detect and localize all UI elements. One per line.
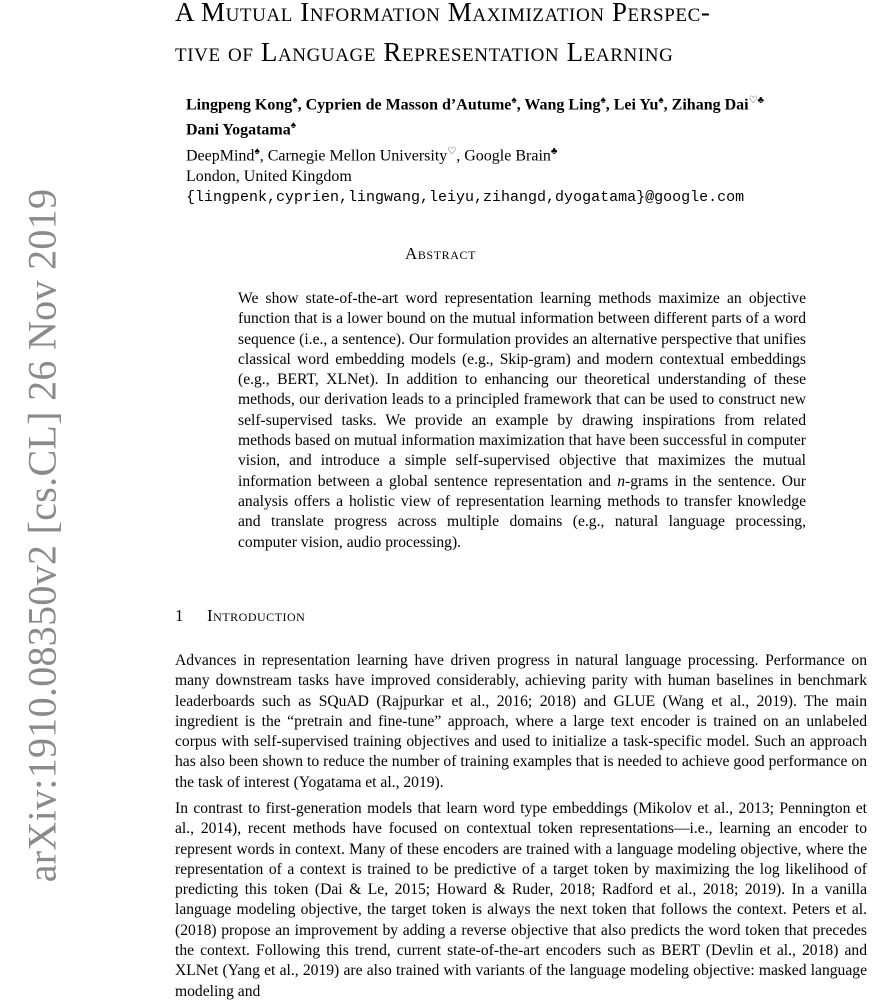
author-block [186, 90, 866, 208]
author-separator: , [605, 96, 614, 114]
author-name: Wang Ling [524, 96, 601, 114]
affiliation: Google Brain [464, 146, 551, 164]
author-names-line-2 [186, 115, 866, 140]
author-name: Lei Yu [613, 96, 659, 114]
affiliation-mark: ♡ [447, 145, 457, 157]
affiliations [186, 141, 866, 166]
author-name: Cyprien de Masson d’Autume [305, 96, 512, 114]
affiliation-separator: , [456, 146, 465, 164]
author-name: Lingpeng Kong [186, 96, 293, 114]
paper-title [175, 0, 865, 72]
affiliation: Carnegie Mellon University [267, 146, 448, 164]
title-line-1: A Mutual Information Maximization Perspec- [175, 0, 711, 27]
author-separator: , [516, 96, 525, 114]
section-heading-introduction [175, 606, 305, 626]
affiliation-mark: ♠ [254, 145, 260, 157]
abstract-text-part-2: -grams in the sentence. Our analysis offers a holistic view of representation learning methods to transfer knowledge and translate progress across multiple domains (e.g., natural language processing, computer vision, audio processing). [238, 472, 807, 551]
abstract-text-part-1: We show state-of-the-art word representation learning methods maximize an objective function that is a lower bound on the mutual information between different parts of a word sequence (i.e., a sentence). Our formulation provides an alternative perspective that unifies classical word embedding models (e.g., Skip-gram) and modern contextual embeddings (e.g., BERT, XLNet). In addition to enhancing our theoretical understanding of these methods, our derivation leads to a principled framework that can be used to construct new self-supervised tasks. We provide an example by drawing inspirations from related methods based on mutual information maximization that have been successful in computer vision, and introduce a simple self-supervised objective that maximizes the mutual information between a global sentence representation and [238, 290, 806, 490]
affiliation-mark: ♠ [600, 95, 606, 106]
affiliation-mark: ♠ [658, 95, 664, 106]
abstract-text [238, 289, 806, 553]
intro-paragraph-1: Advances in representation learning have driven progress in natural language processing. Performance on many downstream tasks have improved considerably, achieving parity with human baselines in benchmark leaderboards such as SQuAD (Rajpurkar et al., 2016; 2018) and GLUE (Wang et al., 2019). The main ingredient is the “pretrain and fine-tune” approach, where a large text encoder is trained on an unlabeled corpus with self-supervised training objectives and used to initialize a task-specific model. Such an approach has also been shown to reduce the number of training examples that is needed to achieve good performance on the task of interest (Yogatama et al., 2019). [175, 652, 867, 791]
location: London, United Kingdom [186, 167, 352, 185]
author-separator: , [297, 96, 306, 114]
affiliation-separator: , [259, 146, 268, 164]
author-names-line-1 [186, 90, 866, 115]
affiliation-mark: ♠ [292, 95, 298, 106]
title-line-2: tive of Language Representation Learning [175, 37, 674, 67]
arxiv-side-stamp [19, 188, 65, 882]
section-number: 1 [175, 606, 184, 625]
author-separator: , [663, 96, 672, 114]
affiliation-mark: ♠ [511, 95, 517, 106]
author-name: Zihang Dai [671, 96, 749, 114]
author-name: Dani Yogatama [186, 121, 291, 139]
affiliation-mark: ♣ [550, 145, 558, 157]
affiliation-mark: ♠ [290, 120, 297, 132]
affiliation: DeepMind [186, 146, 255, 164]
author-emails: {lingpenk,cyprien,lingwang,leiyu,zihangd,dyogatama}@google.com [186, 188, 745, 206]
section-title: Introduction [207, 606, 306, 625]
affiliation-mark: ♡♣ [748, 95, 765, 106]
abstract-heading: Abstract [404, 244, 477, 263]
math-variable-n: n [617, 472, 625, 490]
arxiv-identifier: arXiv:1910.08350v2 [cs.CL] 26 Nov 2019 [19, 188, 65, 882]
intro-paragraph-2: In contrast to first-generation models that learn word type embeddings (Mikolov et al., 2013; Pennington et al., 2014), recent methods have focused on contextual token representations—i.e., learning an encoder to represent words in context. Many of these encoders are trained with a language modeling objective, where the representation of a context is trained to be predictive of a target token by maximizing the log likelihood of predicting this token (Dai & Le, 2015; Howard & Ruder, 2018; Radford et al., 2018; 2019). In a vanilla language modeling objective, the target token is always the next token that follows the context. Peters et al. (2018) propose an improvement by adding a reverse objective that also predicts the word token that precedes the context. Following this trend, current state-of-the-art encoders such as BERT (Devlin et al., 2018) and XLNet (Yang et al., 2019) are also trained with variants of the language modeling objective: masked language modeling and [175, 800, 867, 1000]
